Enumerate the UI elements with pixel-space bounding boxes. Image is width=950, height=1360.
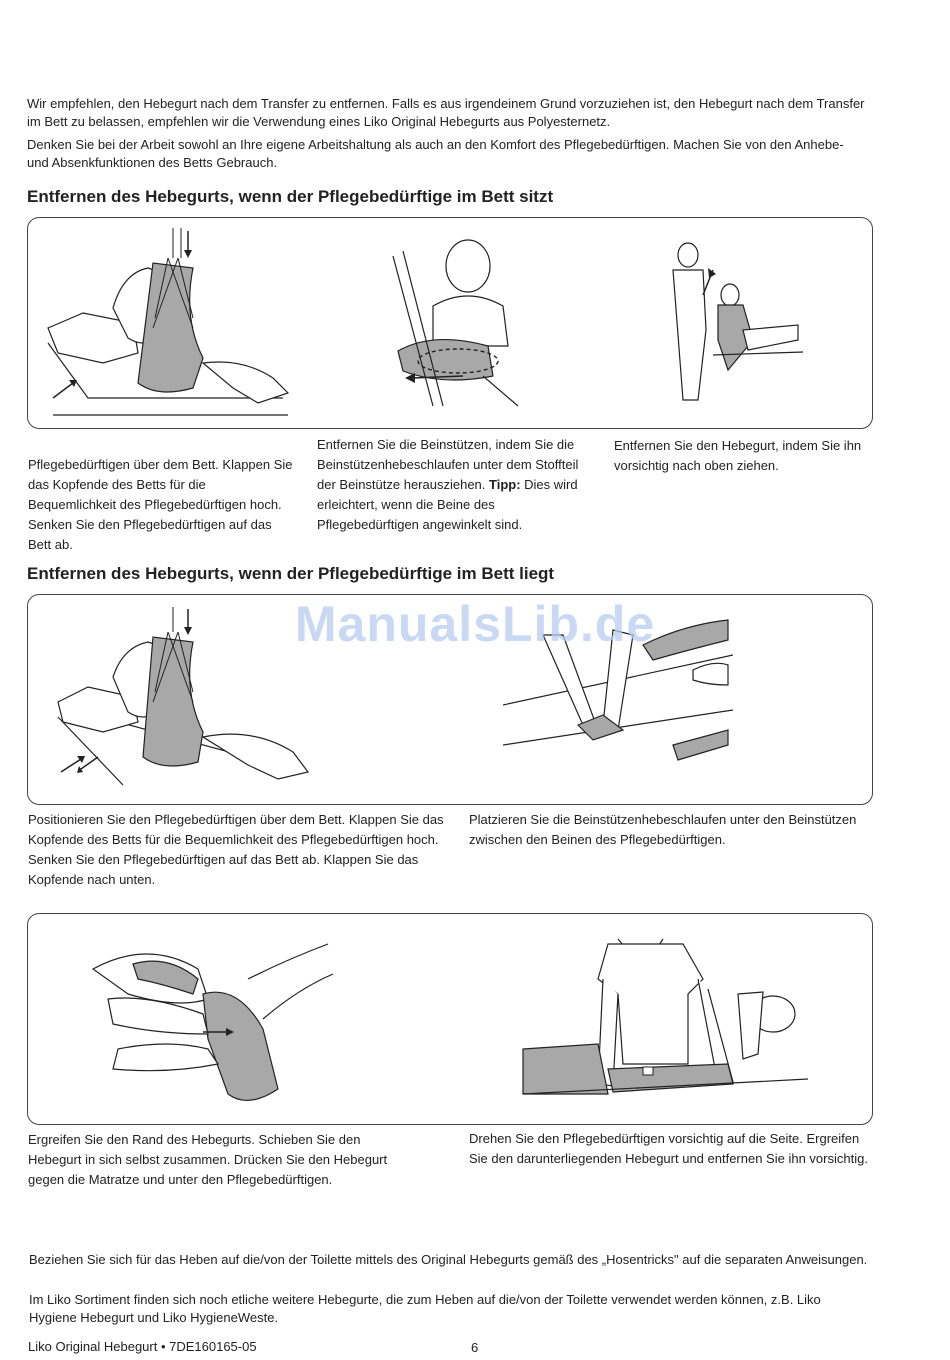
caption-lying-step-3: Ergreifen Sie den Rand des Hebegurts. Schieben Sie den Hebegurt in sich selbst zusammen. Drücken Sie den Hebegurt gegen die Matratze und unter den Pflegebedürftigen. — [28, 1132, 388, 1187]
caption-lying-step-1: Positionieren Sie den Pflegebedürftigen über dem Bett. Klappen Sie das Kopfende des Betts für die Bequemlichkeit des Pflegebedürftigen hoch. Senken Sie den Pflegebedürftigen auf das Bett ab. Klappen Sie das Kopfende nach unten. — [28, 812, 444, 887]
caption-sitting-step-2-main: Entfernen Sie die Beinstützen, indem Sie die Beinstützenhebeschlaufen unter dem Stoffteil der Beinstütze herausziehen. — [317, 437, 579, 492]
illustration-panel-lying-2 — [27, 913, 873, 1125]
illustration-remove-leg-supports — [373, 236, 533, 416]
illustration-turn-and-remove — [518, 934, 818, 1109]
caption-lying-step-4: Drehen Sie den Pflegebedürftigen vorsichtig auf die Seite. Ergreifen Sie den darunterliegenden Hebegurt und entfernen Sie ihn vorsichtig. — [469, 1131, 868, 1166]
outro-paragraph-1: Beziehen Sie sich für das Heben auf die/von der Toilette mittels des Original Hebegurts gemäß des „Hosentricks" auf die separaten Anweisungen. — [29, 1252, 868, 1267]
outro-paragraph-2: Im Liko Sortiment finden sich noch etliche weitere Hebegurte, die zum Heben auf die/von der Toilette verwendet werden können, z.B. Liko Hygiene Hebegurt und Liko HygieneWeste. — [29, 1292, 821, 1325]
illustration-push-sling-under — [88, 939, 338, 1114]
caption-sitting-step-2 — [317, 435, 597, 535]
section-heading-lying: Entfernen des Hebegurts, wenn der Pflegebedürftige im Bett liegt — [27, 564, 555, 583]
intro-paragraph-1: Wir empfehlen, den Hebegurt nach dem Transfer zu entfernen. Falls es aus irgendeinem Grund vorzuziehen ist, den Hebegurt nach dem Transfer im Bett zu belassen, empfehlen wir die Verwendung eines Liko Original Hebegurts aus Polyesternetz. — [27, 96, 865, 129]
section-heading-sitting: Entfernen des Hebegurts, wenn der Pflegebedürftige im Bett sitzt — [27, 187, 554, 206]
footer-document-id: Liko Original Hebegurt • 7DE160165-05 — [28, 1339, 257, 1354]
caption-sitting-step-1: Pflegebedürftigen über dem Bett. Klappen Sie das Kopfende des Betts für die Bequemlichkeit des Pflegebedürftigen hoch. Senken Sie den Pflegebedürftigen auf das Bett ab. — [28, 457, 293, 552]
illustration-panel-sitting — [27, 217, 873, 429]
tip-text: Dies wird erleichtert, wenn die Beine des Pflegebedürftigen angewinkelt sind. — [317, 477, 578, 532]
caption-sitting-step-3: Entfernen Sie den Hebegurt, indem Sie ihn vorsichtig nach oben ziehen. — [614, 438, 862, 473]
tip-label: Tipp: — [489, 477, 521, 492]
watermark: ManualsLib.de — [294, 596, 656, 652]
illustration-sling-over-bed — [43, 228, 303, 418]
illustration-pull-sling-up — [658, 240, 808, 410]
intro-paragraph-2: Denken Sie bei der Arbeit sowohl an Ihre eigene Arbeitshaltung als auch an den Komfort des Pflegebedürftigen. Machen Sie von den Anhebe- und Absenkfunktionen des Betts Gebrauch. — [27, 137, 844, 170]
caption-lying-step-2: Platzieren Sie die Beinstützenhebeschlaufen unter den Beinstützen zwischen den Beinen des Pflegebedürftigen. — [469, 812, 857, 847]
page-number: 6 — [471, 1340, 479, 1355]
